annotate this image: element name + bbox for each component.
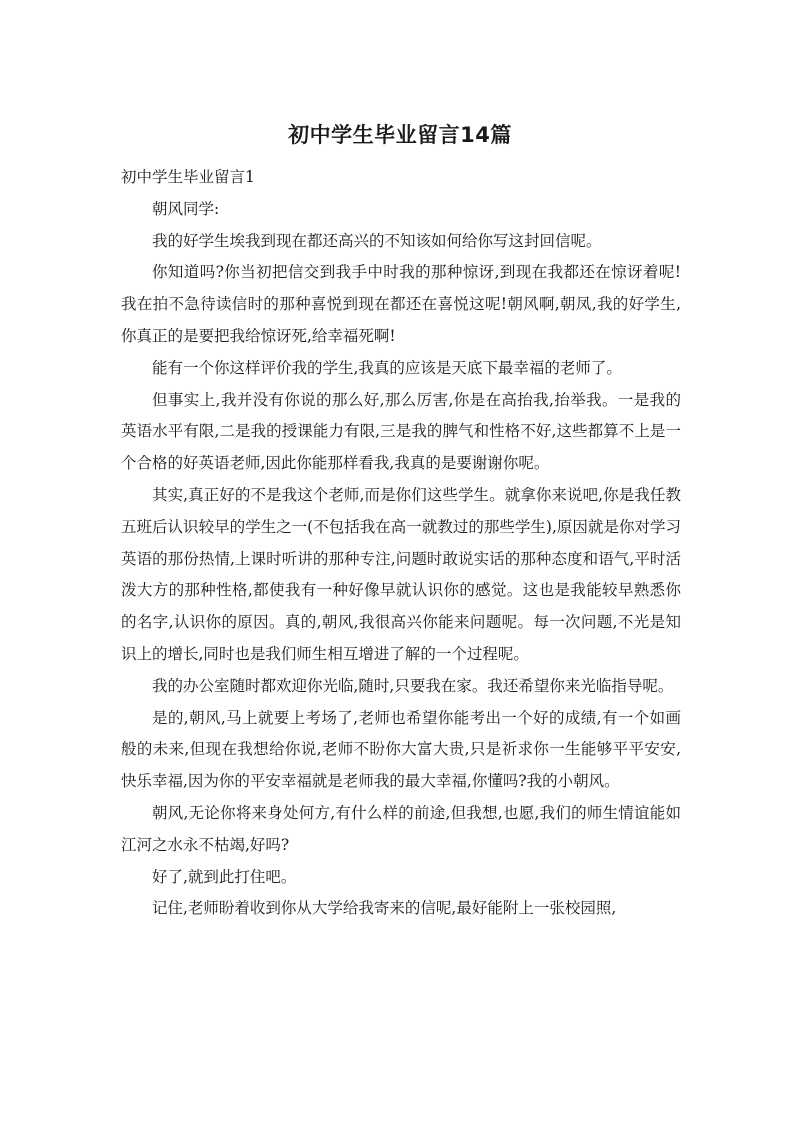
paragraph: 你知道吗?你当初把信交到我手中时我的那种惊讶,到现在我都还在惊讶着呢!我在拍不急待读信时的那种喜悦到现在都还在喜悦这呢!朝风啊,朝凤,我的好学生,你真正的是要把我给惊讶死,给幸福死啊! [121, 263, 681, 345]
section-heading: 初中学生毕业留言1 [121, 168, 255, 186]
paragraph: 好了,就到此打住吧。 [152, 867, 297, 886]
paragraph: 但事实上,我并没有你说的那么好,那么厉害,你是在高抬我,抬举我。一是我的英语水平有限,二是我的授课能力有限,三是我的脾气和性格不好,这些都算不上是一个合格的好英语老师,因此你能那样看我,我真的是要谢谢你呢。 [121, 390, 681, 473]
paragraph: 朝风,无论你将来身处何方,有什么样的前途,但我想,也愿,我们的师生情谊能如江河之水永不枯竭,好吗? [121, 803, 681, 854]
paragraph: 能有一个你这样评价我的学生,我真的应该是天底下最幸福的老师了。 [152, 358, 622, 377]
paragraph: 记住,老师盼着收到你从大学给我寄来的信呢,最好能附上一张校园照, [152, 899, 617, 918]
paragraph: 是的,朝风,马上就要上考场了,老师也希望你能考出一个好的成绩,有一个如画般的未来,但现在我想给你说,老师不盼你大富大贵,只是祈求你一生能够平平安安,快乐幸福,因为你的平安幸福就是老师我的最大幸福,你懂吗?我的小朝风。 [121, 708, 681, 791]
document-title: 初中学生毕业留言14篇 [288, 123, 512, 147]
paragraph: 我的好学生埃我到现在都还高兴的不知该如何给你写这封回信呢。 [152, 231, 602, 250]
document-body [121, 162, 681, 925]
paragraph-salutation: 朝风同学: [152, 199, 220, 218]
paragraph: 其实,真正好的不是我这个老师,而是你们这些学生。就拿你来说吧,你是我任教五班后认识较早的学生之一(不包括我在高一就教过的那些学生),原因就是你对学习英语的那份热情,上课时听讲的那种专注,问题时敢说实话的那种态度和语气,平时活泼大方的那种性格,都使我有一种好像早就认识你的感觉。这也是我能较早熟悉你的名字,认识你的原因。真的,朝风,我很高兴你能来问题呢。每一次问题,不光是知识上的增长,同时也是我们师生相互增进了解的一个过程呢。 [121, 485, 681, 663]
paragraph: 我的办公室随时都欢迎你光临,随时,只要我在家。我还希望你来光临指导呢。 [152, 676, 674, 695]
